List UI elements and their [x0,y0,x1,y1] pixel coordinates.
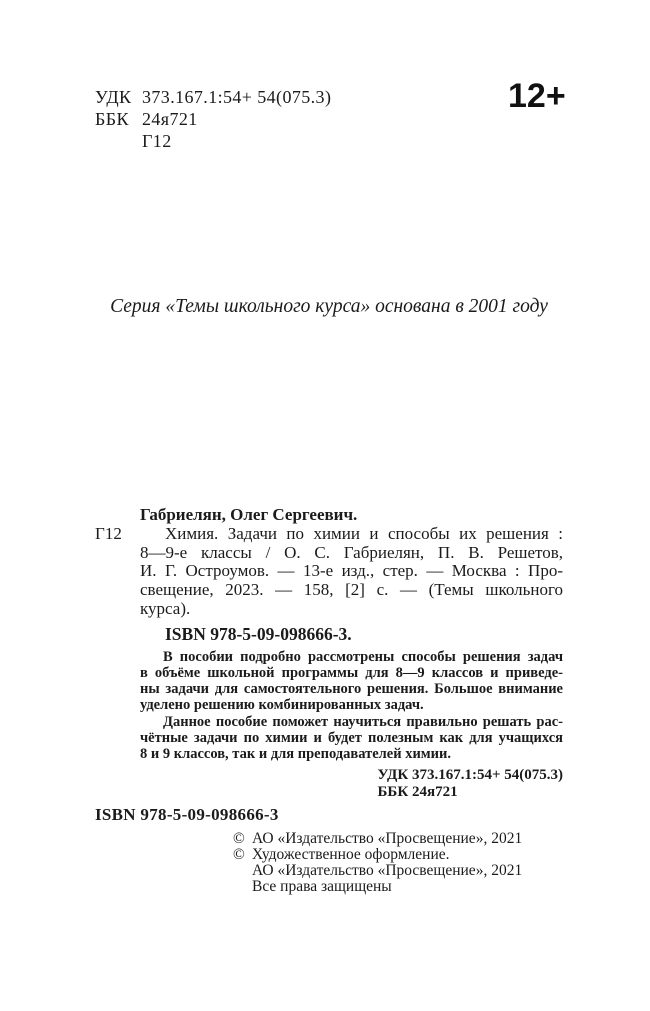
entry-line: Химия. Задачи по химии и способы их решения : [165,524,563,543]
author-heading: Габриелян, Олег Сергеевич. [140,505,358,524]
annotation-line: ны задачи для самостоятельного решения. Большое внимание [140,681,563,698]
copyright-line [233,879,563,895]
udk-bbk-right-block [378,767,563,800]
copyright-block [233,831,563,895]
bibliographic-description [140,525,563,619]
entry-line: курса). [140,599,191,618]
bbk-right-line: ББК 24я721 [377,783,458,800]
copyright-symbol: © [233,830,245,847]
annotation-line: 8 и 9 классов, так и для преподавателей химии. [140,745,452,762]
copyright-line [233,847,563,863]
bbk-label: ББК [95,109,129,129]
isbn-catalog-line: ISBN 978-5-09-098666-3. [165,623,352,644]
annotation-line: чётные задачи по химии и будет полезным как для учащихся [140,729,563,746]
copyright-text: АО «Издательство «Просвещение», 2021 [252,830,523,847]
copyright-text: АО «Издательство «Просвещение», 2021 [252,862,523,879]
entry-line: свещение, 2023. — 158, [2] с. — (Темы школьного [140,581,563,600]
annotation-paragraph-2 [140,714,563,763]
margin-author-code: Г12 [95,523,122,543]
copyright-symbol: © [233,846,245,863]
annotation-line: В пособии подробно рассмотрены способы решения задач [163,648,563,665]
series-note: Серия «Темы школьного курса» основана в 2001 году [110,296,548,317]
annotation-line: в объёме школьной программы для 8—9 классов и приведе- [140,664,563,681]
isbn-footer: ISBN 978-5-09-098666-3 [95,805,279,824]
author-code-row [95,130,331,152]
udk-label: УДК [95,87,132,107]
annotation-line: уделено решению комбинированных задач. [140,697,424,714]
copyright-text: Все права защищены [252,878,392,895]
entry-line: И. Г. Остроумов. — 13-е изд., стер. — Москва : Про- [140,562,563,581]
author-code: Г12 [142,131,172,151]
copyright-line [233,863,563,879]
annotation-line: Данное пособие поможет научиться правильно решать рас- [163,713,563,730]
entry-line: 8—9-е классы / О. С. Габриелян, П. В. Решетов, [140,543,563,562]
udk-row [95,86,331,108]
age-rating-badge: 12+ [508,77,566,115]
imprint-footer [95,806,563,895]
udk-right-line: УДК 373.167.1:54+ 54(075.3) [377,767,563,784]
bibliographic-entry [95,525,563,619]
bbk-value: 24я721 [142,109,198,129]
bbk-row [95,108,331,130]
copyright-symbol-spacer [233,863,252,879]
annotation-paragraph-1 [140,649,563,714]
copyright-text: Художественное оформление. [252,846,450,863]
cataloguing-codes [95,86,331,152]
copyright-symbol-spacer [233,879,252,895]
copyright-line [233,831,563,847]
catalog-card [95,506,563,800]
udk-value: 373.167.1:54+ 54(075.3) [142,87,332,107]
